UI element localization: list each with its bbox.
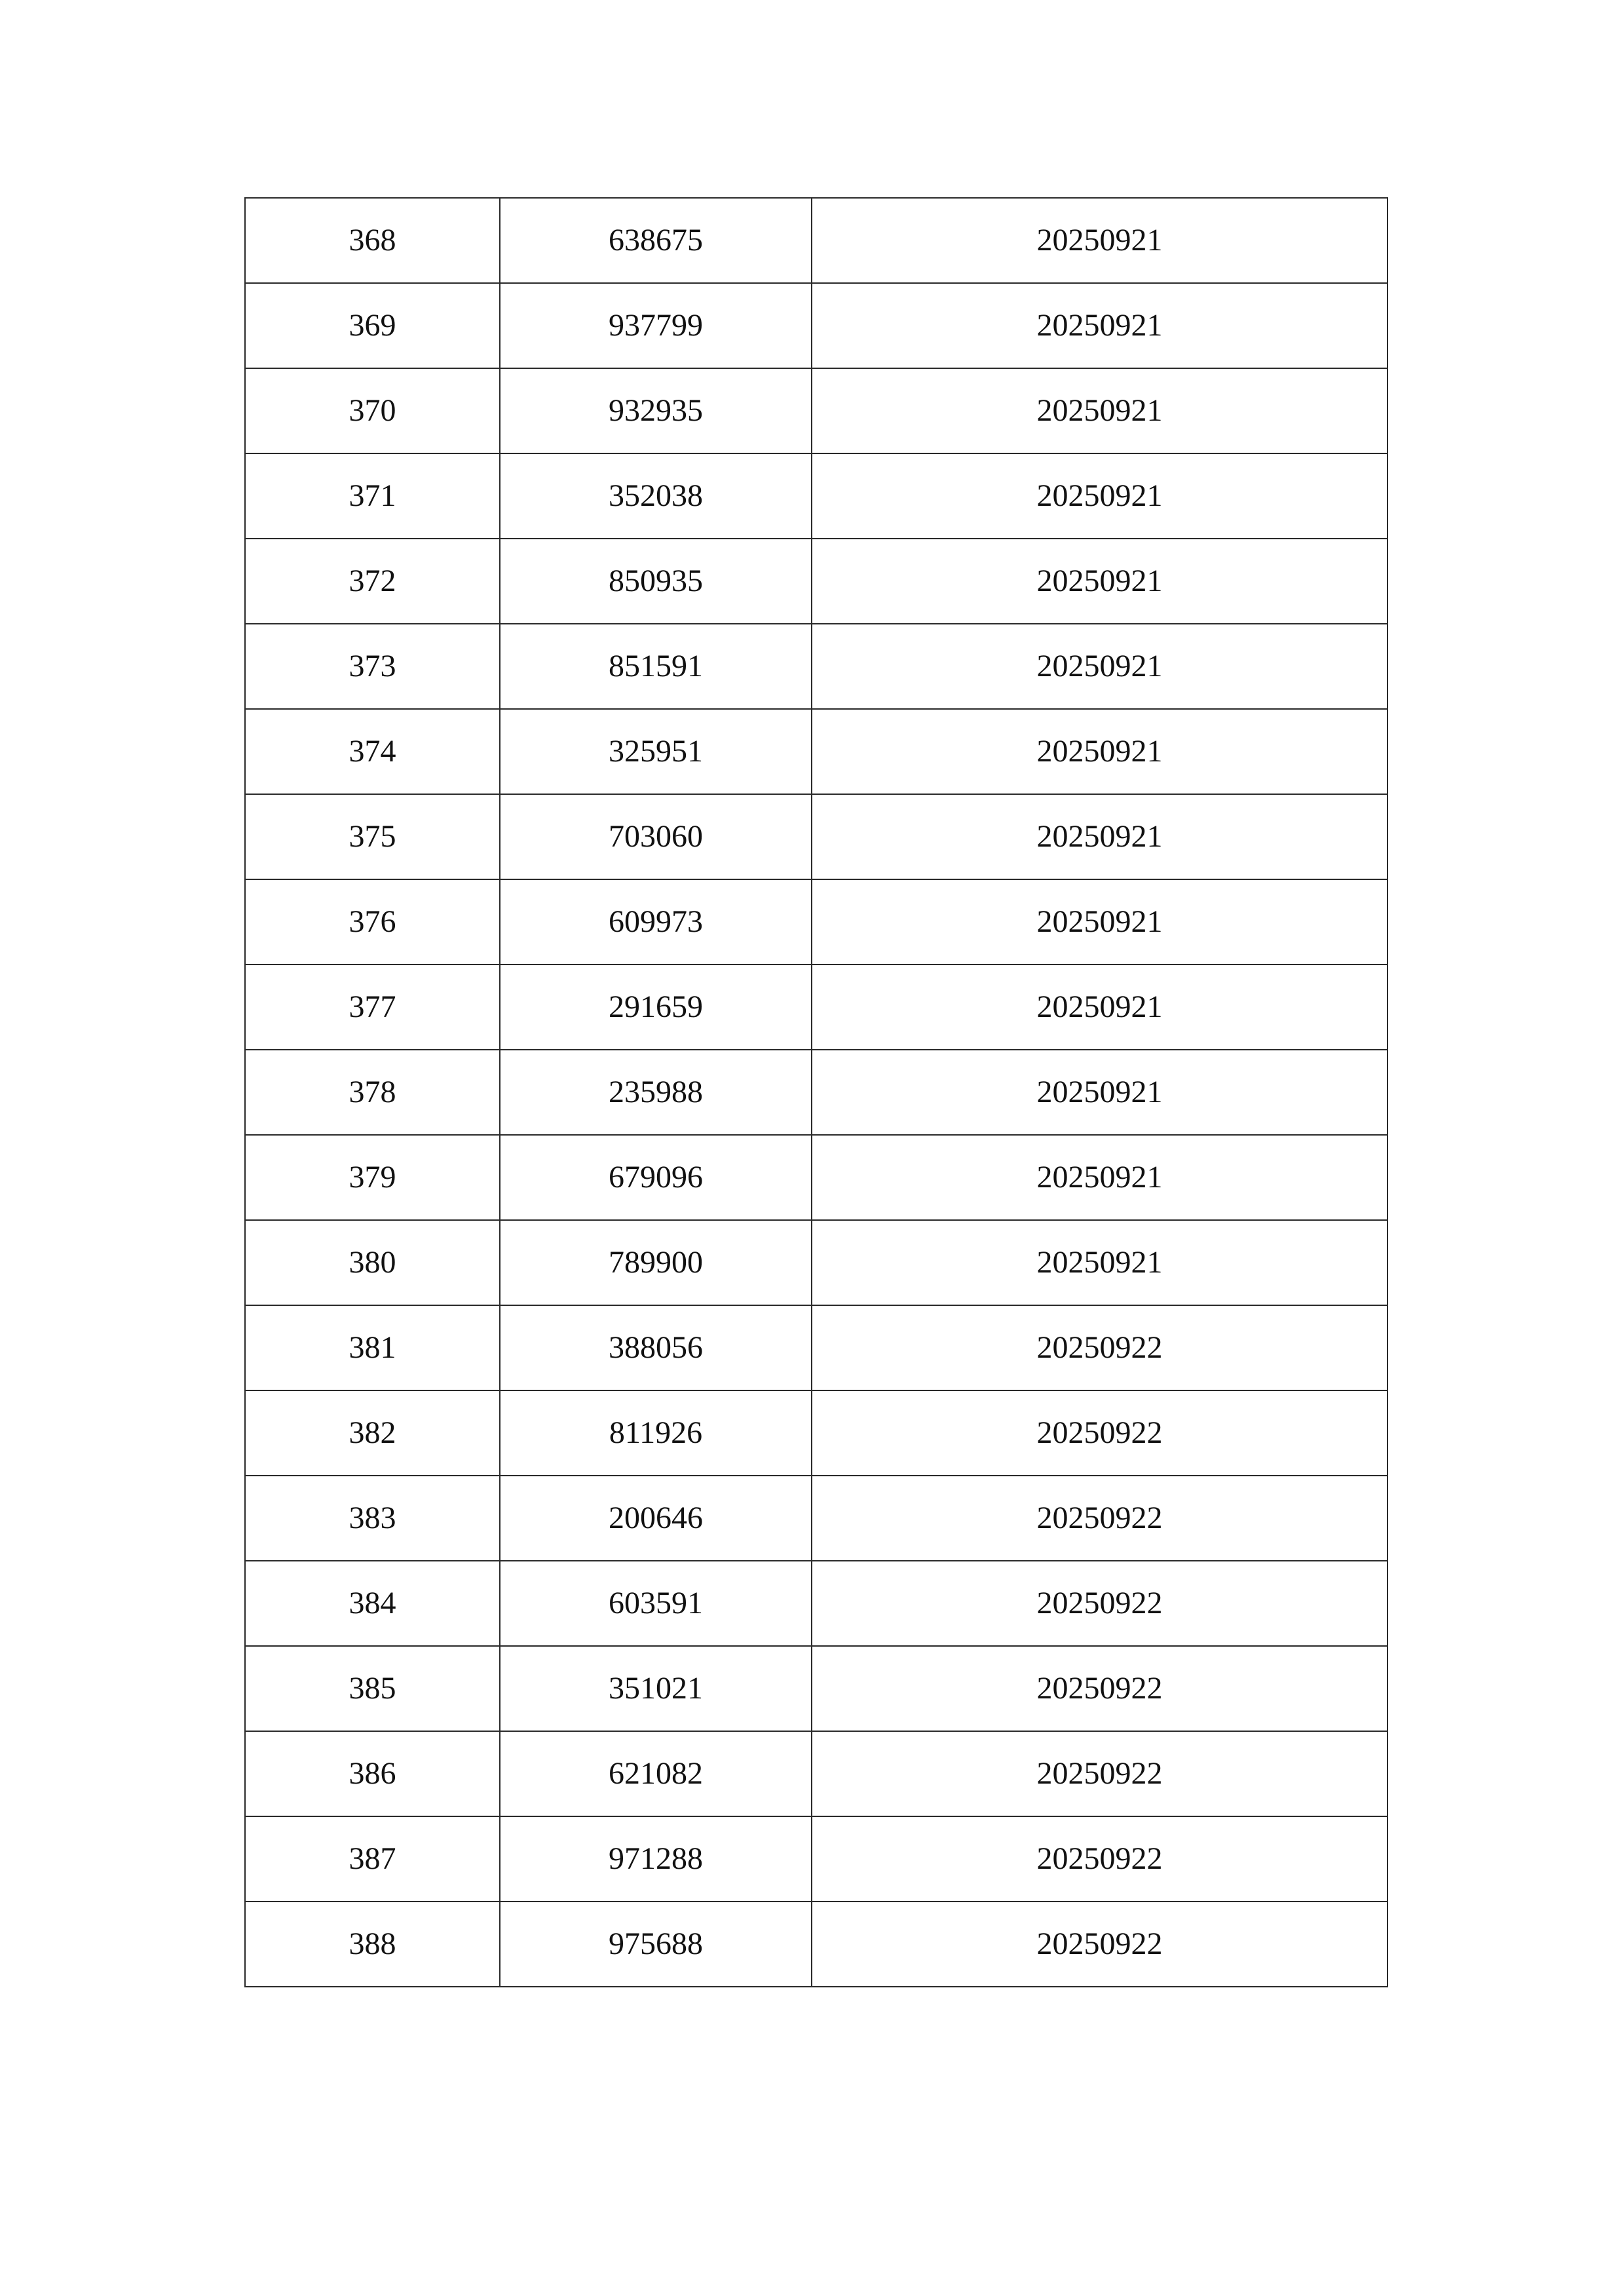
table-row (245, 1135, 1388, 1220)
cell-date: 20250921 (812, 539, 1388, 624)
cell-code: 789900 (500, 1220, 812, 1305)
cell-date: 20250922 (812, 1476, 1388, 1561)
cell-code: 638675 (500, 198, 812, 283)
cell-date: 20250921 (812, 368, 1388, 453)
table-row (245, 1816, 1388, 1902)
cell-date: 20250921 (812, 1135, 1388, 1220)
cell-date: 20250921 (812, 453, 1388, 539)
cell-date: 20250922 (812, 1561, 1388, 1646)
cell-row-number: 388 (245, 1902, 500, 1987)
table-row (245, 794, 1388, 879)
cell-row-number: 368 (245, 198, 500, 283)
cell-date: 20250921 (812, 965, 1388, 1050)
cell-date: 20250921 (812, 794, 1388, 879)
cell-date: 20250922 (812, 1816, 1388, 1902)
table-row (245, 624, 1388, 709)
data-table (244, 197, 1388, 1987)
cell-row-number: 369 (245, 283, 500, 368)
cell-row-number: 375 (245, 794, 500, 879)
table-row (245, 1476, 1388, 1561)
cell-date: 20250922 (812, 1731, 1388, 1816)
cell-date: 20250922 (812, 1305, 1388, 1390)
cell-row-number: 385 (245, 1646, 500, 1731)
table-row (245, 368, 1388, 453)
cell-code: 352038 (500, 453, 812, 539)
cell-date: 20250921 (812, 624, 1388, 709)
cell-row-number: 379 (245, 1135, 500, 1220)
cell-row-number: 387 (245, 1816, 500, 1902)
cell-date: 20250921 (812, 709, 1388, 794)
table-row (245, 1390, 1388, 1476)
table-row (245, 453, 1388, 539)
table-row (245, 1646, 1388, 1731)
cell-row-number: 382 (245, 1390, 500, 1476)
cell-date: 20250921 (812, 198, 1388, 283)
cell-row-number: 386 (245, 1731, 500, 1816)
cell-code: 975688 (500, 1902, 812, 1987)
cell-code: 388056 (500, 1305, 812, 1390)
cell-code: 851591 (500, 624, 812, 709)
cell-date: 20250922 (812, 1390, 1388, 1476)
table-row (245, 965, 1388, 1050)
cell-row-number: 374 (245, 709, 500, 794)
cell-row-number: 380 (245, 1220, 500, 1305)
cell-code: 351021 (500, 1646, 812, 1731)
table-row (245, 1561, 1388, 1646)
cell-row-number: 372 (245, 539, 500, 624)
cell-row-number: 371 (245, 453, 500, 539)
cell-code: 200646 (500, 1476, 812, 1561)
table-row (245, 198, 1388, 283)
cell-date: 20250922 (812, 1646, 1388, 1731)
table-row (245, 1050, 1388, 1135)
cell-code: 932935 (500, 368, 812, 453)
table-body (245, 198, 1388, 1987)
cell-date: 20250921 (812, 879, 1388, 965)
cell-code: 971288 (500, 1816, 812, 1902)
cell-row-number: 381 (245, 1305, 500, 1390)
cell-code: 703060 (500, 794, 812, 879)
cell-date: 20250921 (812, 1050, 1388, 1135)
table-row (245, 709, 1388, 794)
cell-code: 679096 (500, 1135, 812, 1220)
cell-code: 937799 (500, 283, 812, 368)
cell-row-number: 383 (245, 1476, 500, 1561)
cell-code: 850935 (500, 539, 812, 624)
table-row (245, 1731, 1388, 1816)
cell-date: 20250921 (812, 283, 1388, 368)
cell-code: 291659 (500, 965, 812, 1050)
cell-row-number: 376 (245, 879, 500, 965)
cell-code: 325951 (500, 709, 812, 794)
cell-date: 20250921 (812, 1220, 1388, 1305)
cell-code: 811926 (500, 1390, 812, 1476)
cell-row-number: 373 (245, 624, 500, 709)
table-row (245, 879, 1388, 965)
cell-date: 20250922 (812, 1902, 1388, 1987)
cell-row-number: 377 (245, 965, 500, 1050)
cell-row-number: 384 (245, 1561, 500, 1646)
table-row (245, 539, 1388, 624)
cell-row-number: 370 (245, 368, 500, 453)
cell-code: 609973 (500, 879, 812, 965)
cell-code: 603591 (500, 1561, 812, 1646)
table-row (245, 1305, 1388, 1390)
table-row (245, 283, 1388, 368)
cell-row-number: 378 (245, 1050, 500, 1135)
table-row (245, 1220, 1388, 1305)
cell-code: 235988 (500, 1050, 812, 1135)
table-row (245, 1902, 1388, 1987)
cell-code: 621082 (500, 1731, 812, 1816)
